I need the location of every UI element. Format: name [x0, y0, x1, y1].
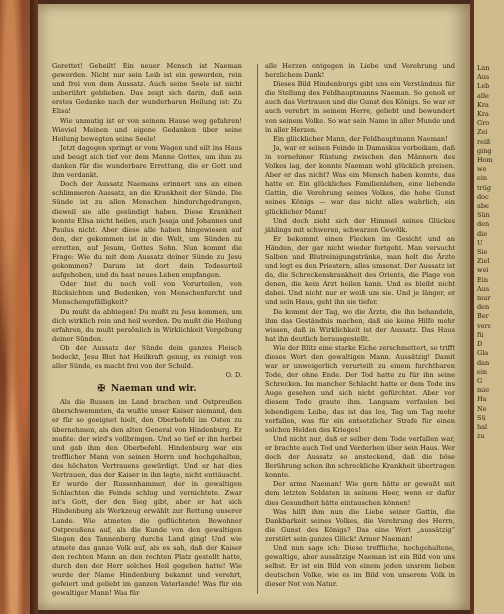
paragraph: Doch der Aussatz Naemans erinnert uns an einen schlimmeren Aussatz, an die Krankheit der Sünde. Die Sünde ist zu allen Menschen hindurchgedrungen, dieweil sie alle gesündigt haben. Diese Krankheit konnte Elisa nicht heilen, auch Jesaja und Johannes und Paulus nicht. Aber diese alle haben hingewiesen auf den, der gekommen ist in die Welt, um Sünden zu erretten, auf Jesum, Gottes Sohn. Nun kommt die Frage: Wie du mit dem Aussatz deiner Sünde zu Jesu gekommen? Darum ist dort dein Todesurteil aufgehoben, und du hast neues Leben empfangen.: [52, 180, 242, 280]
book-page: [38, 4, 470, 610]
next-page-line-fragment: Aus: [477, 73, 490, 82]
next-page-line-fragment: abe: [477, 202, 489, 211]
next-page-line-fragment: U: [477, 238, 483, 247]
next-page-line-fragment: Ein: [477, 275, 489, 284]
section-heading: [52, 383, 242, 396]
paragraph: Ein glücklicher Mann, der Feldhauptmann Naeman!: [273, 134, 448, 143]
next-page-line-fragment: D: [477, 340, 483, 349]
paragraph: Was hilft ihm nun die Liebe seiner Gattin, die Dankbarkeit seines Volkes, die Verehrung des Herrn, die Gunst des Königs? Das eine Wort „aussätzig“ zerstört sein ganzes Glück! Armer Naeman!: [265, 507, 455, 543]
next-page-line-fragment: Aus: [477, 284, 490, 293]
paragraph: Oder bist du noch voll von Vorurteilen, von Rücksichten und Bedenken, von Menschenfurcht und Menschengefälligkeit?: [52, 280, 242, 307]
next-page-line-fragment: mie: [477, 386, 490, 395]
paragraph: alle Herzen entgegen in Liebe und Verehrung und herzlichem Dank!: [265, 62, 455, 80]
next-page-line-fragment: dan: [477, 358, 490, 367]
next-page-line-fragment: Gro: [477, 119, 490, 128]
paragraph: Und doch zieht sich der Himmel seines Glückes jählings mit schweren, schwarzen Gewölk.: [265, 216, 455, 234]
paragraph: Da kommt der Tag, wo die Ärzte, die ihn behandeln, ihm das Geständnis machen, daß sie keine Hilfe mehr wissen, daß in Wirklichkeit ist der Aussatz. Das Haus hat ihn deutlich herausgestellt.: [265, 307, 455, 343]
paragraph: Wie unmutig ist er von seinem Hause weg gefahren! Wieviel Meinen und eigene Gedanken über seine Heilung bewegten seine Seele!: [52, 116, 242, 143]
next-page-line-fragment: Sün: [477, 211, 490, 220]
next-page-line-fragment: wei: [477, 266, 489, 275]
next-page-line-fragment: Gla: [477, 349, 489, 358]
paragraph: Dieses Bild Hindenburgs gibt uns ein Verständnis für die Stellung des Feldhauptmanns Naeman. So genoß er auch das Vertrauen und die Gunst des Königs. So war er auch verehrt in seinem Herre, geliebt und bewundert von seinem Volke. So war sein Name in aller Munde und in aller Herzen.: [265, 80, 455, 134]
next-page-line-fragment: trüg: [477, 183, 492, 192]
next-page-line-fragment: fü: [477, 330, 484, 339]
next-page-line-fragment: Ha: [477, 395, 487, 404]
paragraph: Ob der Aussatz der Sünde dein ganzes Fleisch bedeckt, Jesu Blut hat Heilkraft genug, es reinigt von aller Sünde, es macht frei von der Schuld.: [52, 343, 242, 371]
paragraph: Und nun sage ich: Diese treffliche, hochgehaltene, gewaltige, aber aussätzige Naeman ist ein Bild von uns selbst. Er ist ein Bild von einem jeden unsrem lieben deutschen Volke, wie es im Bild von unserem Volk in dieser Not von Natur.: [265, 543, 455, 589]
paragraph: Der arme Naeman! Wie gern hätte er gewußt mit dem letzten Soldaten in seinem Heer, wenn er dafür dies Gesundheit hätte eintauschen können!: [265, 480, 455, 507]
section-title-text: Naeman und wir.: [111, 384, 197, 395]
marbled-cover: [0, 0, 34, 614]
next-page-line-fragment: Ziel: [477, 257, 490, 266]
next-page-line-fragment: hal: [477, 422, 488, 431]
next-page-line-fragment: Hom: [477, 156, 493, 165]
next-page-line-fragment: Ne: [477, 404, 487, 413]
paragraph: Und nicht nur, daß er selber dem Tode verfallen war, er brachte auch Tod und Verderben über sein Haus. Wer doch der Aussatz so ansteckend, daß die böse Berührung schon ihn schreckliche Krankheit übertragen konnte.: [265, 434, 455, 480]
paragraph: Du mußt da abbiegen! Du mußt zu Jesu kommen, um dich wirklich rein und heil werden. Du mußt die Heilung erfahren, du mußt persönlich in Wirklichkeit Vergebung deiner Sünden.: [52, 307, 242, 343]
next-page-line-fragment: we: [477, 165, 487, 174]
next-page-line-fragment: Kra: [477, 110, 489, 119]
next-page-line-fragment: Lan: [477, 64, 490, 72]
cover-spine-edge: [30, 0, 38, 614]
next-page-line-fragment: zu: [477, 432, 485, 441]
next-page-line-fragment: ging: [477, 146, 492, 155]
next-page-line-fragment: Sie: [477, 248, 488, 257]
next-page-line-fragment: doc: [477, 192, 489, 201]
next-page-line-fragment: alle: [477, 91, 489, 100]
next-page-line-fragment: Leb: [477, 82, 490, 91]
right-column: [265, 62, 455, 589]
next-page-line-fragment: reiß: [477, 137, 491, 146]
next-page-line-fragment: den: [477, 220, 490, 229]
next-page-line-fragment: Kra: [477, 100, 489, 109]
next-page-line-fragment: Sü: [477, 413, 486, 422]
ornament-icon: ✠: [97, 384, 105, 395]
author-signature: O. D.: [225, 371, 242, 380]
paragraph: Als die Russen im Land brachen und Ostpreußen überschwemmten, da wußte unser Kaiser niemand, den er für so geeignet hielt, den Oberbefehl im Osten zu übernehmen, als den alten General von Hindenburg. Er mußte: der wird's vollbringen. Und so tief er ihn herbei und gab ihm den Oberbefehl. Hindenburg war ein trefflicher Mann von seinen Herrn und hochgehalten, des höchsten Vertrauens gewürdigt. Und er hat dies Vertrauen, das der Kaiser in ihn legte, nicht enttäuscht. Er wurde der Russenhammer, der in gewaltigen Schlachten die Feinde schlug und vernichtete. Zwar ist's Gott, der den Sieg gibt, aber er hat sich Hindenburg als Werkzeug erwählt zur Rettung unserer Lande. Wie atmeten die geflüchteten Bewohner Ostpreußens auf, als die Kunde von den gewaltigen Siegen des Tannenberg durchs Land ging! Und wie atmete das ganze Volk auf, als es sah, daß der Kaiser den rechten Mann an den rechten Platz gestellt hatte, durch den der Herr solches Heil gegeben hatte! Wie wurde der Name Hindenburg bekannt und verehrt, gefeiert und geliebt im ganzen Vaterlande! Was für ein gewaltiger Mann! Was für: [52, 398, 242, 598]
next-page-line-fragment: ein: [477, 367, 488, 376]
paragraph: Ja, war er seinen Feinde in Damaskus vorbeikam, daß in vornehmer Rüstung zwischen den Männern des Volkes lag, der konnte Naeman wohl glücklich preisen. Aber er das nicht? Was ein Mensch haben konnte, das hatte er. Ein glückliches Familienleben, eine liebende Gattin, die Verehrung seines Volkes, die hohe Gunst seines Königs — war das nicht alles wahrlich, ein glücklicher Mann!: [265, 143, 455, 216]
next-page-line-fragment: die: [477, 229, 488, 238]
paragraph: Gerettet! Geheilt! Ein neuer Mensch ist Naeman geworden. Nicht nur sein Leib ist ein geworden, rein und frei von dem Aussatz. Auch seine Seele ist nicht unberührt geblieben. Das zeigt sich darin, daß sein erstes Gedanke nach der wunderbaren Heilung ist: Zu Elisa!: [52, 62, 242, 116]
column-divider: [257, 64, 258, 594]
next-page-line-fragment: G: [477, 376, 483, 385]
next-page-line-fragment: verc: [477, 321, 492, 330]
paragraph: Wie der Blitz eine starke Eiche zerschmettert, so trifft dieses Wort den gewaltigen Mann. Aussätzig! Damit war er unweigerlich verurteilt zu einem furchtbaren Tode, der ohne Ende. Der Tod hatte zu für ihn seine Schrecken. Im mancher Schlacht hatte er dem Tode ins Auge gesehen und sich nicht gefürchtet. Aber vor diesem Tode graute ihm. Langsam verfaulen bei lebendigem Leibe, das ist das los, Tag um Tag mehr verfallen, was für ein entsetzlicher Strafe für einen solchen Helden des Krieges!: [265, 343, 455, 434]
next-page-line-fragment: ein: [477, 174, 488, 183]
left-column: [52, 62, 242, 598]
paragraph: Er bekommt einen Flecken im Gesicht und an Händen, der gar nicht wieder fortgeht. Man versucht Salben und Blutreinigungstränke, man holt die Ärzte und legt es den Priestern, alles umsonst. Der Aussatz ist da, die Schreckenskrankheit des Orients, die Plage von denen, die kein Arzt heilen kann. Und es bleibt nicht dabei. Und nicht nur er weiß um sie. Und je länger, er und sein Haus, geht ihn sie tiefer.: [265, 234, 455, 307]
next-page-line-fragment: mur: [477, 294, 491, 303]
paragraph: Jetzt dagegen springt er vom Wagen und eilt ins Haus und beugt sich tief vor dem Manne Gottes, um ihm zu danken für die wunderbare Errettung, die er Gott und ihm verdankt.: [52, 143, 242, 180]
next-page-line-fragment: Ber: [477, 312, 489, 321]
next-page-fragments: [477, 64, 504, 441]
next-page-line-fragment: den: [477, 303, 490, 312]
next-page-line-fragment: Zei: [477, 128, 488, 137]
